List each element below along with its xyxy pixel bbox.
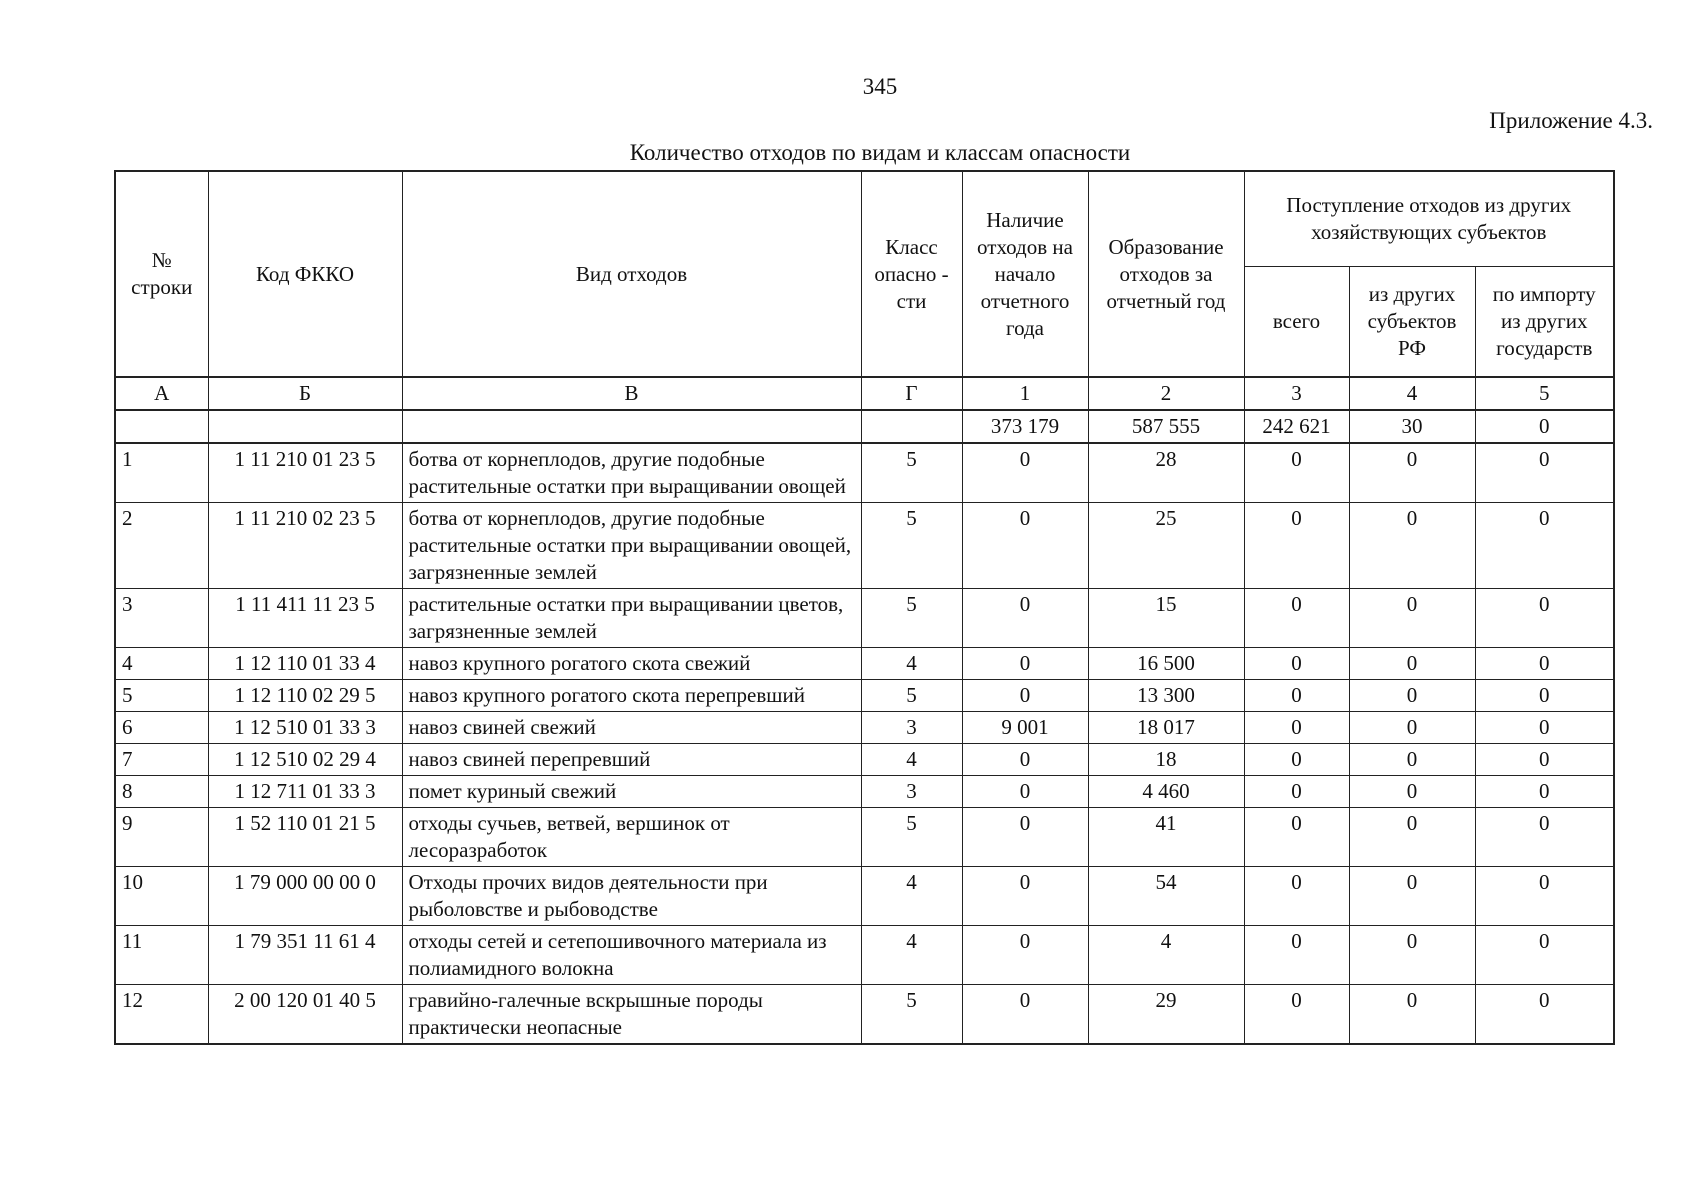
header-generated: Образование отходов за отчетный год [1088, 171, 1244, 377]
waste-type-cell: навоз крупного рогатого скота свежий [402, 648, 861, 680]
total-cell [208, 410, 402, 443]
table-row [115, 744, 1614, 776]
table-row [115, 985, 1614, 1045]
table-body [115, 377, 1614, 1044]
received-import-cell: 0 [1475, 589, 1614, 648]
received-rf-cell: 0 [1349, 589, 1475, 648]
row-number-cell: 5 [115, 680, 208, 712]
total-cell [861, 410, 962, 443]
total-cell: 242 621 [1244, 410, 1349, 443]
waste-type-cell: помет куриный свежий [402, 776, 861, 808]
received-total-cell: 0 [1244, 589, 1349, 648]
hazard-class-cell: 4 [861, 926, 962, 985]
header-received-total: всего [1244, 267, 1349, 378]
start-year-cell: 0 [962, 503, 1088, 589]
received-import-cell: 0 [1475, 808, 1614, 867]
row-number-cell: 6 [115, 712, 208, 744]
letter-cell: 3 [1244, 377, 1349, 410]
generated-cell: 13 300 [1088, 680, 1244, 712]
total-cell: 587 555 [1088, 410, 1244, 443]
received-rf-cell: 0 [1349, 680, 1475, 712]
hazard-class-cell: 5 [861, 985, 962, 1045]
generated-cell: 54 [1088, 867, 1244, 926]
received-import-cell: 0 [1475, 503, 1614, 589]
received-rf-cell: 0 [1349, 808, 1475, 867]
row-number-cell: 2 [115, 503, 208, 589]
letter-cell: Б [208, 377, 402, 410]
start-year-cell: 0 [962, 808, 1088, 867]
waste-type-cell: ботва от корнеплодов, другие подобные растительные остатки при выращивании овощей [402, 443, 861, 503]
table-row [115, 926, 1614, 985]
received-total-cell: 0 [1244, 744, 1349, 776]
total-cell: 0 [1475, 410, 1614, 443]
start-year-cell: 0 [962, 926, 1088, 985]
received-rf-cell: 0 [1349, 776, 1475, 808]
received-rf-cell: 0 [1349, 443, 1475, 503]
table-title: Количество отходов по видам и классам опасности [629, 140, 1131, 165]
waste-type-cell: навоз крупного рогатого скота перепревший [402, 680, 861, 712]
row-number-cell: 9 [115, 808, 208, 867]
hazard-class-cell: 3 [861, 776, 962, 808]
start-year-cell: 0 [962, 867, 1088, 926]
received-rf-cell: 0 [1349, 648, 1475, 680]
received-import-cell: 0 [1475, 443, 1614, 503]
header-code: Код ФККО [208, 171, 402, 377]
received-import-cell: 0 [1475, 712, 1614, 744]
table-row [115, 443, 1614, 503]
total-cell: 373 179 [962, 410, 1088, 443]
start-year-cell: 0 [962, 589, 1088, 648]
waste-type-cell: отходы сучьев, ветвей, вершинок от лесоразработок [402, 808, 861, 867]
generated-cell: 25 [1088, 503, 1244, 589]
table-row [115, 808, 1614, 867]
received-import-cell: 0 [1475, 867, 1614, 926]
letter-cell: 4 [1349, 377, 1475, 410]
received-import-cell: 0 [1475, 985, 1614, 1045]
received-rf-cell: 0 [1349, 744, 1475, 776]
table-row [115, 776, 1614, 808]
total-cell [402, 410, 861, 443]
generated-cell: 41 [1088, 808, 1244, 867]
waste-type-cell: Отходы прочих видов деятельности при рыболовстве и рыбоводстве [402, 867, 861, 926]
generated-cell: 28 [1088, 443, 1244, 503]
start-year-cell: 0 [962, 680, 1088, 712]
received-total-cell: 0 [1244, 443, 1349, 503]
total-cell: 30 [1349, 410, 1475, 443]
generated-cell: 18 [1088, 744, 1244, 776]
row-number-cell: 10 [115, 867, 208, 926]
received-total-cell: 0 [1244, 680, 1349, 712]
table-row [115, 503, 1614, 589]
waste-type-cell: навоз свиней перепревший [402, 744, 861, 776]
header-received-import: по импорту из других государств [1475, 267, 1614, 378]
code-cell: 1 11 411 11 23 5 [208, 589, 402, 648]
start-year-cell: 0 [962, 648, 1088, 680]
row-number-cell: 3 [115, 589, 208, 648]
generated-cell: 4 460 [1088, 776, 1244, 808]
received-import-cell: 0 [1475, 648, 1614, 680]
received-total-cell: 0 [1244, 503, 1349, 589]
letter-cell: 5 [1475, 377, 1614, 410]
waste-type-cell: растительные остатки при выращивании цветов, загрязненные землей [402, 589, 861, 648]
header-waste-type: Вид отходов [402, 171, 861, 377]
hazard-class-cell: 4 [861, 867, 962, 926]
start-year-cell: 0 [962, 443, 1088, 503]
header-hazard-class: Класс опасно - сти [861, 171, 962, 377]
received-import-cell: 0 [1475, 680, 1614, 712]
hazard-class-cell: 5 [861, 503, 962, 589]
waste-type-cell: отходы сетей и сетепошивочного материала из полиамидного волокна [402, 926, 861, 985]
start-year-cell: 0 [962, 985, 1088, 1045]
total-cell [115, 410, 208, 443]
received-import-cell: 0 [1475, 926, 1614, 985]
generated-cell: 15 [1088, 589, 1244, 648]
letter-cell: А [115, 377, 208, 410]
code-cell: 1 12 510 01 33 3 [208, 712, 402, 744]
hazard-class-cell: 4 [861, 744, 962, 776]
received-total-cell: 0 [1244, 926, 1349, 985]
letter-cell: Г [861, 377, 962, 410]
code-cell: 1 12 510 02 29 4 [208, 744, 402, 776]
code-cell: 1 11 210 02 23 5 [208, 503, 402, 589]
generated-cell: 29 [1088, 985, 1244, 1045]
header-received-group: Поступление отходов из других хозяйствующих субъектов [1244, 171, 1614, 267]
table-row [115, 712, 1614, 744]
waste-type-cell: ботва от корнеплодов, другие подобные растительные остатки при выращивании овощей, загрязненные землей [402, 503, 861, 589]
generated-cell: 4 [1088, 926, 1244, 985]
received-rf-cell: 0 [1349, 867, 1475, 926]
received-import-cell: 0 [1475, 744, 1614, 776]
received-total-cell: 0 [1244, 867, 1349, 926]
row-number-cell: 11 [115, 926, 208, 985]
hazard-class-cell: 4 [861, 648, 962, 680]
hazard-class-cell: 3 [861, 712, 962, 744]
received-import-cell: 0 [1475, 776, 1614, 808]
received-total-cell: 0 [1244, 985, 1349, 1045]
code-cell: 2 00 120 01 40 5 [208, 985, 402, 1045]
received-total-cell: 0 [1244, 712, 1349, 744]
start-year-cell: 9 001 [962, 712, 1088, 744]
code-cell: 1 52 110 01 21 5 [208, 808, 402, 867]
hazard-class-cell: 5 [861, 808, 962, 867]
hazard-class-cell: 5 [861, 680, 962, 712]
code-cell: 1 12 711 01 33 3 [208, 776, 402, 808]
letter-cell: В [402, 377, 861, 410]
code-cell: 1 79 000 00 00 0 [208, 867, 402, 926]
totals-row [115, 410, 1614, 443]
start-year-cell: 0 [962, 776, 1088, 808]
code-cell: 1 79 351 11 61 4 [208, 926, 402, 985]
received-total-cell: 0 [1244, 776, 1349, 808]
table-row [115, 680, 1614, 712]
generated-cell: 18 017 [1088, 712, 1244, 744]
row-number-cell: 7 [115, 744, 208, 776]
waste-table [114, 170, 1615, 1045]
appendix-label: Приложение 4.3. [1489, 108, 1653, 133]
received-total-cell: 0 [1244, 648, 1349, 680]
start-year-cell: 0 [962, 744, 1088, 776]
code-cell: 1 12 110 01 33 4 [208, 648, 402, 680]
letter-cell: 2 [1088, 377, 1244, 410]
code-cell: 1 11 210 01 23 5 [208, 443, 402, 503]
received-rf-cell: 0 [1349, 503, 1475, 589]
table-row [115, 648, 1614, 680]
generated-cell: 16 500 [1088, 648, 1244, 680]
header-start-year: Наличие отходов на начало отчетного года [962, 171, 1088, 377]
waste-type-cell: гравийно-галечные вскрышные породы практически неопасные [402, 985, 861, 1045]
table-row [115, 589, 1614, 648]
waste-type-cell: навоз свиней свежий [402, 712, 861, 744]
table-row [115, 867, 1614, 926]
letter-cell: 1 [962, 377, 1088, 410]
row-number-cell: 12 [115, 985, 208, 1045]
table-header [115, 171, 1614, 377]
hazard-class-cell: 5 [861, 589, 962, 648]
received-total-cell: 0 [1244, 808, 1349, 867]
header-row-no: № строки [115, 171, 208, 377]
received-rf-cell: 0 [1349, 985, 1475, 1045]
hazard-class-cell: 5 [861, 443, 962, 503]
header-received-rf: из других субъектов РФ [1349, 267, 1475, 378]
received-rf-cell: 0 [1349, 926, 1475, 985]
column-letters-row [115, 377, 1614, 410]
code-cell: 1 12 110 02 29 5 [208, 680, 402, 712]
row-number-cell: 8 [115, 776, 208, 808]
page-number: 345 [862, 74, 898, 99]
row-number-cell: 1 [115, 443, 208, 503]
received-rf-cell: 0 [1349, 712, 1475, 744]
row-number-cell: 4 [115, 648, 208, 680]
